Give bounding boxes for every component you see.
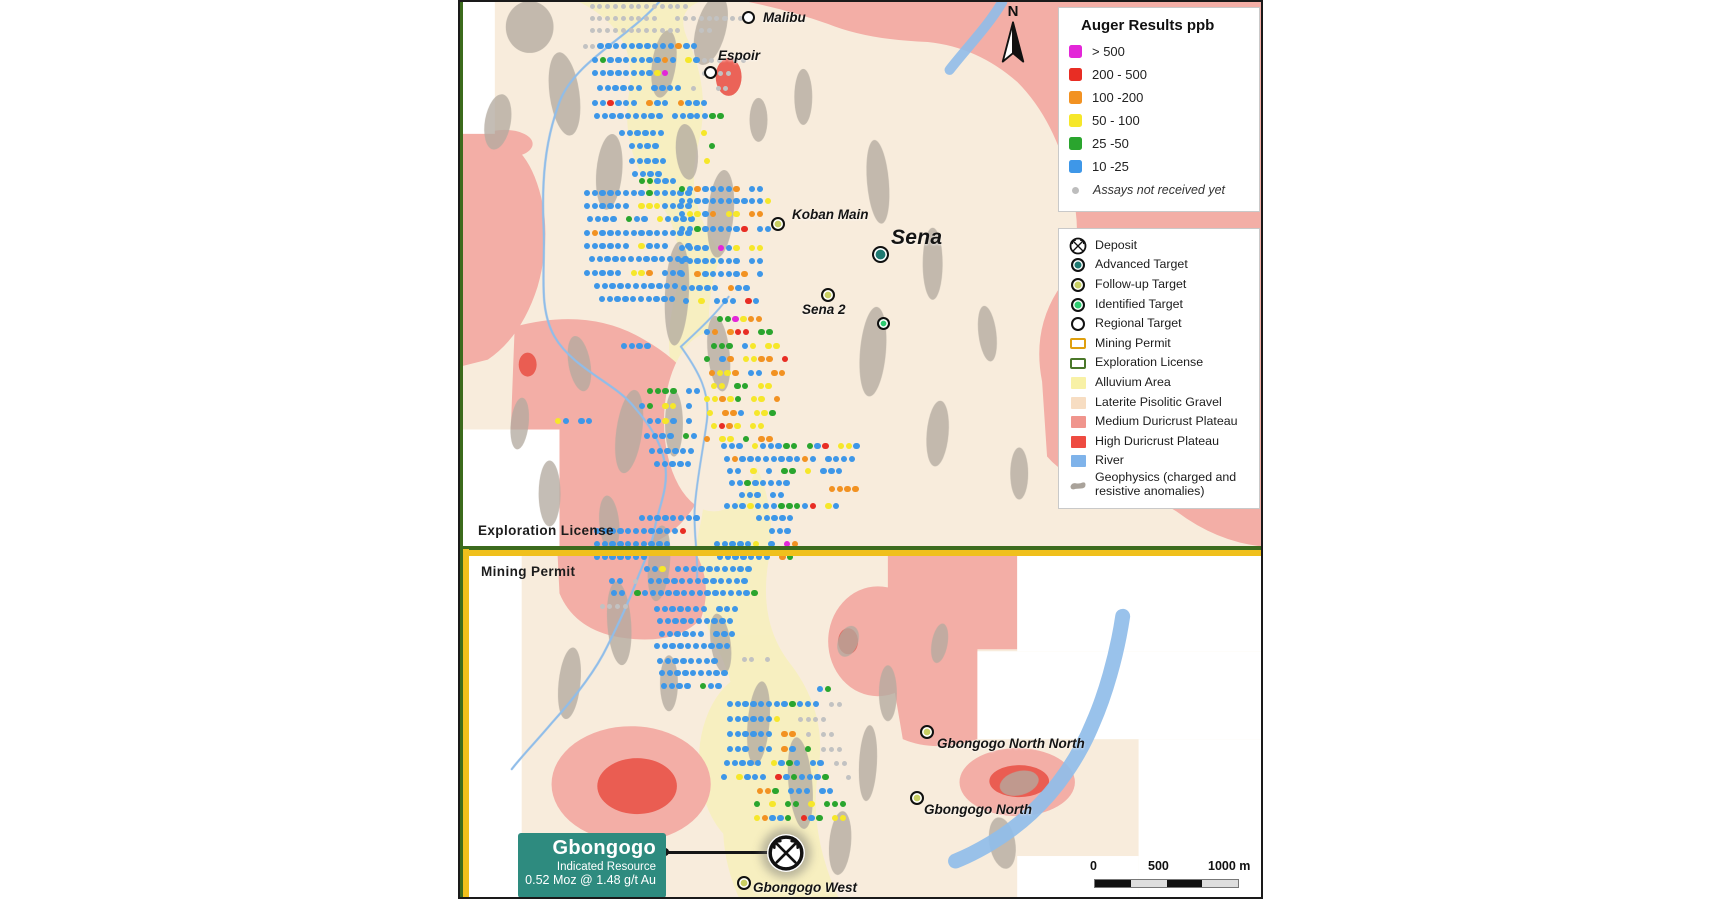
map-label-koban-main: Koban Main [792,207,869,222]
legend-feature-icon-wrap [1069,436,1087,448]
legend-feature-label: Mining Permit [1095,335,1171,350]
map-canvas [458,0,1263,899]
area-fill-icon [1071,455,1086,467]
map-label-sena-2: Sena 2 [802,302,846,317]
legend-auger-title: Auger Results ppb [1081,17,1215,34]
callout-connector-line [666,851,770,854]
target-circle-icon [1071,278,1085,292]
legend-feature-icon-wrap [1069,298,1087,312]
legend-feature-item [1069,354,1249,374]
deposit-callout-line1: Indicated Resource [556,861,656,873]
legend-feature-icon-wrap [1069,338,1087,349]
target-circle-icon [1071,298,1085,312]
legend-feature-item [1069,334,1249,354]
scale-bar-segment [1095,880,1131,887]
legend-map-features [1058,228,1260,509]
legend-feature-label: Advanced Target [1095,257,1188,272]
map-label-malibu: Malibu [763,10,806,25]
legend-feature-item [1069,256,1249,276]
legend-feature-label: Identified Target [1095,296,1183,311]
legend-feature-item [1069,432,1249,452]
legend-assays-note [1069,178,1249,202]
map-label-gbongogo-west: Gbongogo West [753,880,857,895]
legend-feature-icon-wrap [1069,258,1087,272]
legend-feature-label: Medium Duricrust Plateau [1095,414,1238,429]
target-marker-malibu [742,11,755,24]
target-marker-identified [877,317,890,330]
legend-feature-label: Regional Target [1095,316,1182,331]
auger-item-label: > 500 [1092,44,1125,59]
map-label-espoir: Espoir [718,48,761,63]
auger-item-label: 25 -50 [1092,136,1129,151]
legend-feature-icon-wrap [1069,455,1087,467]
legend-feature-label: Deposit [1095,237,1138,252]
scalebar-label-1000m: 1000 m [1208,859,1251,873]
legend-feature-item [1069,275,1249,295]
north-arrow [993,4,1033,69]
target-marker-espoir [704,66,717,79]
legend-auger-item [1069,63,1249,86]
deposit-callout-title: Gbongogo [552,837,656,859]
deposit-callout-line2: 0.52 Moz @ 1.48 g/t Au [525,873,656,887]
deposit-callout [518,833,666,898]
scale-bar-segment [1167,880,1203,887]
legend-auger-item [1069,132,1249,155]
map-label-gbongogo-north-north: Gbongogo North North [937,736,1085,751]
area-fill-icon [1071,377,1086,389]
target-marker-gbongogo-west [737,876,751,890]
auger-swatch-icon [1069,68,1082,81]
auger-item-label: 100 -200 [1092,90,1144,105]
auger-item-label: 200 - 500 [1092,67,1147,82]
boundary-rect-icon [1070,358,1086,369]
legend-feature-label: Laterite Pisolitic Gravel [1095,394,1222,409]
target-marker-gbongogo-north [910,791,924,805]
exploration-license-label: Exploration License [478,523,614,538]
target-circle-icon [1071,317,1085,331]
target-marker-gbongogo-north-north [920,725,934,739]
boundary-rect-icon [1070,338,1086,349]
legend-feature-label: Exploration License [1095,355,1204,370]
scale-bar-segment [1131,880,1167,887]
auger-item-label: 50 - 100 [1092,113,1140,128]
target-marker-sena-2 [821,288,835,302]
legend-feature-label: High Duricrust Plateau [1095,433,1219,448]
legend-feature-label: River [1095,453,1124,468]
auger-swatch-icon [1069,114,1082,127]
legend-feature-item [1069,452,1249,472]
legend-feature-item [1069,393,1249,413]
legend-feature-icon-wrap [1069,397,1087,409]
legend-feature-icon-wrap [1069,358,1087,369]
north-arrow-icon [999,20,1027,64]
auger-swatch-icon [1069,137,1082,150]
legend-auger-items [1069,40,1249,178]
legend-feature-label: Follow-up Target [1095,277,1187,292]
legend-feature-items [1069,236,1249,499]
legend-feature-label: Alluvium Area [1095,375,1171,389]
target-marker-sena [872,246,889,263]
area-fill-icon [1071,416,1086,428]
mining-permit-label: Mining Permit [481,564,576,579]
legend-auger-item [1069,40,1249,63]
auger-swatch-icon [1069,160,1082,173]
deposit-icon [1069,237,1087,255]
legend-feature-item [1069,314,1249,334]
map-label-gbongogo-north: Gbongogo North [924,802,1032,817]
legend-auger-item [1069,155,1249,178]
legend-assays-note-label: Assays not received yet [1093,183,1226,197]
auger-swatch-icon [1069,91,1082,104]
legend-feature-item [1069,412,1249,432]
auger-swatch-icon [1069,45,1082,58]
geophysics-blob-icon [1069,479,1087,492]
scalebar-label-0: 0 [1090,859,1097,873]
legend-auger-results [1058,7,1260,212]
target-circle-icon [1071,258,1085,272]
map-label-sena: Sena [891,226,943,249]
legend-auger-item [1069,109,1249,132]
legend-feature-item [1069,236,1249,256]
legend-auger-item [1069,86,1249,109]
assays-pending-dot-icon [1072,187,1079,194]
scale-bar-segment [1202,880,1238,887]
legend-feature-icon-wrap [1069,479,1087,492]
legend-feature-item [1069,471,1249,499]
target-marker-koban-main [771,217,785,231]
legend-feature-item [1069,295,1249,315]
legend-feature-icon-wrap [1069,237,1087,255]
scale-bar [1094,879,1239,888]
area-fill-icon [1071,397,1086,409]
legend-feature-icon-wrap [1069,278,1087,292]
legend-feature-icon-wrap [1069,377,1087,389]
deposit-marker-icon [767,834,805,872]
auger-item-label: 10 -25 [1092,159,1129,174]
north-arrow-label: N [1007,3,1019,20]
legend-feature-item [1069,373,1249,393]
area-fill-icon [1071,436,1086,448]
legend-feature-label: Geophysics (charged and resistive anomalies) [1095,470,1237,499]
legend-feature-icon-wrap [1069,317,1087,331]
scalebar-label-500: 500 [1148,859,1169,873]
legend-feature-icon-wrap [1069,416,1087,428]
